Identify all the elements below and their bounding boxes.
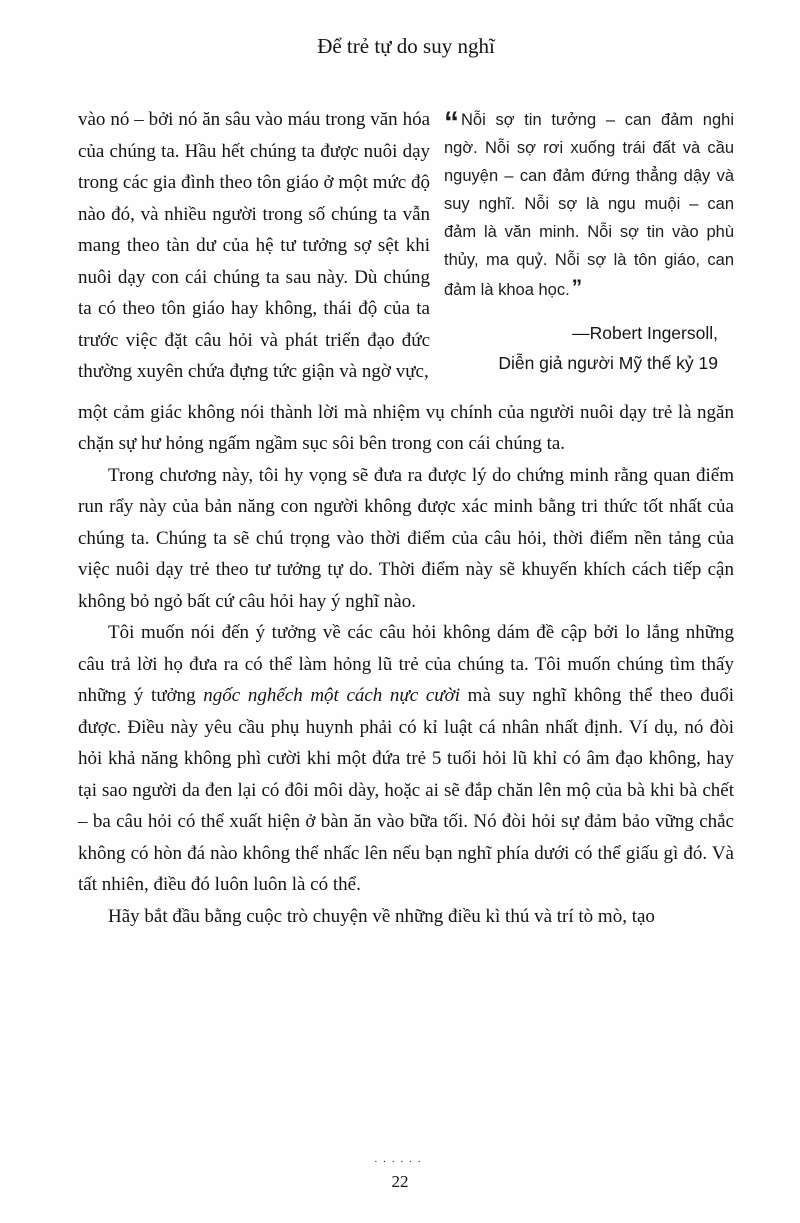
paragraph-4: Hãy bắt đầu bằng cuộc trò chuyện về những điều kì thú và trí tò mò, tạo	[108, 905, 655, 927]
right-column	[444, 104, 734, 378]
page-title: Để trẻ tự do suy nghĩ	[317, 34, 495, 58]
left-column-text: vào nó – bởi nó ăn sâu vào máu trong văn hóa của chúng ta. Hầu hết chúng ta được nuôi dạy trong các gia đình theo tôn giáo ở một mức độ nào đó, và nhiều người trong số chúng ta vẫn mang theo tàn dư của hệ tư tưởng sợ sệt khi nuôi dạy con cái chúng ta sau này. Dù chúng ta có theo tôn giáo hay không, thái độ của ta trước việc đặt câu hỏi và phát triển đạo đức thường xuyên chứa đựng tức giận và ngờ vực,	[78, 109, 430, 382]
two-column-section	[78, 104, 734, 388]
paragraph-3-part1: Tôi muốn nói đến ý tưởng về các câu hỏi không dám đề cập bởi lo lắng những câu trả lời họ đưa ra có thể làm hỏng lũ trẻ của chúng ta. Tôi muốn chúng tìm thấy những ý tưởng	[78, 622, 734, 706]
quote-attribution-name: —Robert Ingersoll,	[572, 323, 718, 343]
paragraph-3-part2: mà suy nghĩ không thể theo đuổi được. Điều này yêu cầu phụ huynh phải có kỉ luật cá nhân nhất định. Ví dụ, nó đòi hỏi khả năng không phì cười khi một đứa trẻ 5 tuổi hỏi lũ khỉ có âm đạo không, hay tại sao người da đen lại có đôi môi dày, hoặc ai sẽ đắp chăn lên mộ của bà khi bà chết – ba câu hỏi có thể xuất hiện ở bàn ăn vào bữa tối. Nó đòi hỏi sự đảm bảo vững chắc không có hòn đá nào không thể nhấc lên nếu bạn nghĩ phía dưới có thể giấu gì đó. Và tất nhiên, điều đó luôn luôn là có thể.	[78, 685, 734, 895]
footer-dots-ornament: ······	[374, 1156, 426, 1168]
close-quote-mark: ”	[571, 276, 583, 299]
open-quote-mark: “	[444, 106, 459, 139]
quote-attribution	[444, 318, 734, 378]
pull-quote	[444, 106, 734, 304]
pull-quote-text: Nỗi sợ tin tưởng – can đảm nghi ngờ. Nỗi sợ rơi xuống trái đất và cầu nguyện – can đảm đứng thẳng dậy và suy nghĩ. Nỗi sợ là ngu muội – can đảm là văn minh. Nỗi sợ tin vào phù thủy, ma quỷ. Nỗi sợ là tôn giáo, can đảm là khoa học.	[444, 111, 734, 299]
page-footer	[0, 1156, 800, 1193]
body-text	[78, 397, 734, 933]
quote-attribution-title: Diễn giả người Mỹ thế kỷ 19	[498, 353, 718, 373]
paragraph-2: Trong chương này, tôi hy vọng sẽ đưa ra được lý do chứng minh rằng quan điểm run rẩy này của bản năng con người không được xác minh bằng tri thức tốt nhất của chúng ta. Chúng ta sẽ chú trọng vào thời điểm của câu hỏi, thời điểm nền tảng của việc nuôi dạy trẻ theo tư tưởng tự do. Thời điểm này sẽ khuyến khích cách tiếp cận không bỏ ngỏ bất cứ câu hỏi hay ý nghĩ nào.	[78, 464, 734, 612]
page-number: 22	[391, 1172, 409, 1191]
paragraph-3-italic-phrase: ngốc nghếch một cách nực cười	[203, 685, 461, 706]
paragraph-3	[78, 617, 734, 901]
paragraph-continuation: một cảm giác không nói thành lời mà nhiệm vụ chính của người nuôi dạy trẻ là ngăn chặn sự hư hỏng ngấm ngầm sục sôi bên trong con cái chúng ta.	[78, 401, 734, 454]
